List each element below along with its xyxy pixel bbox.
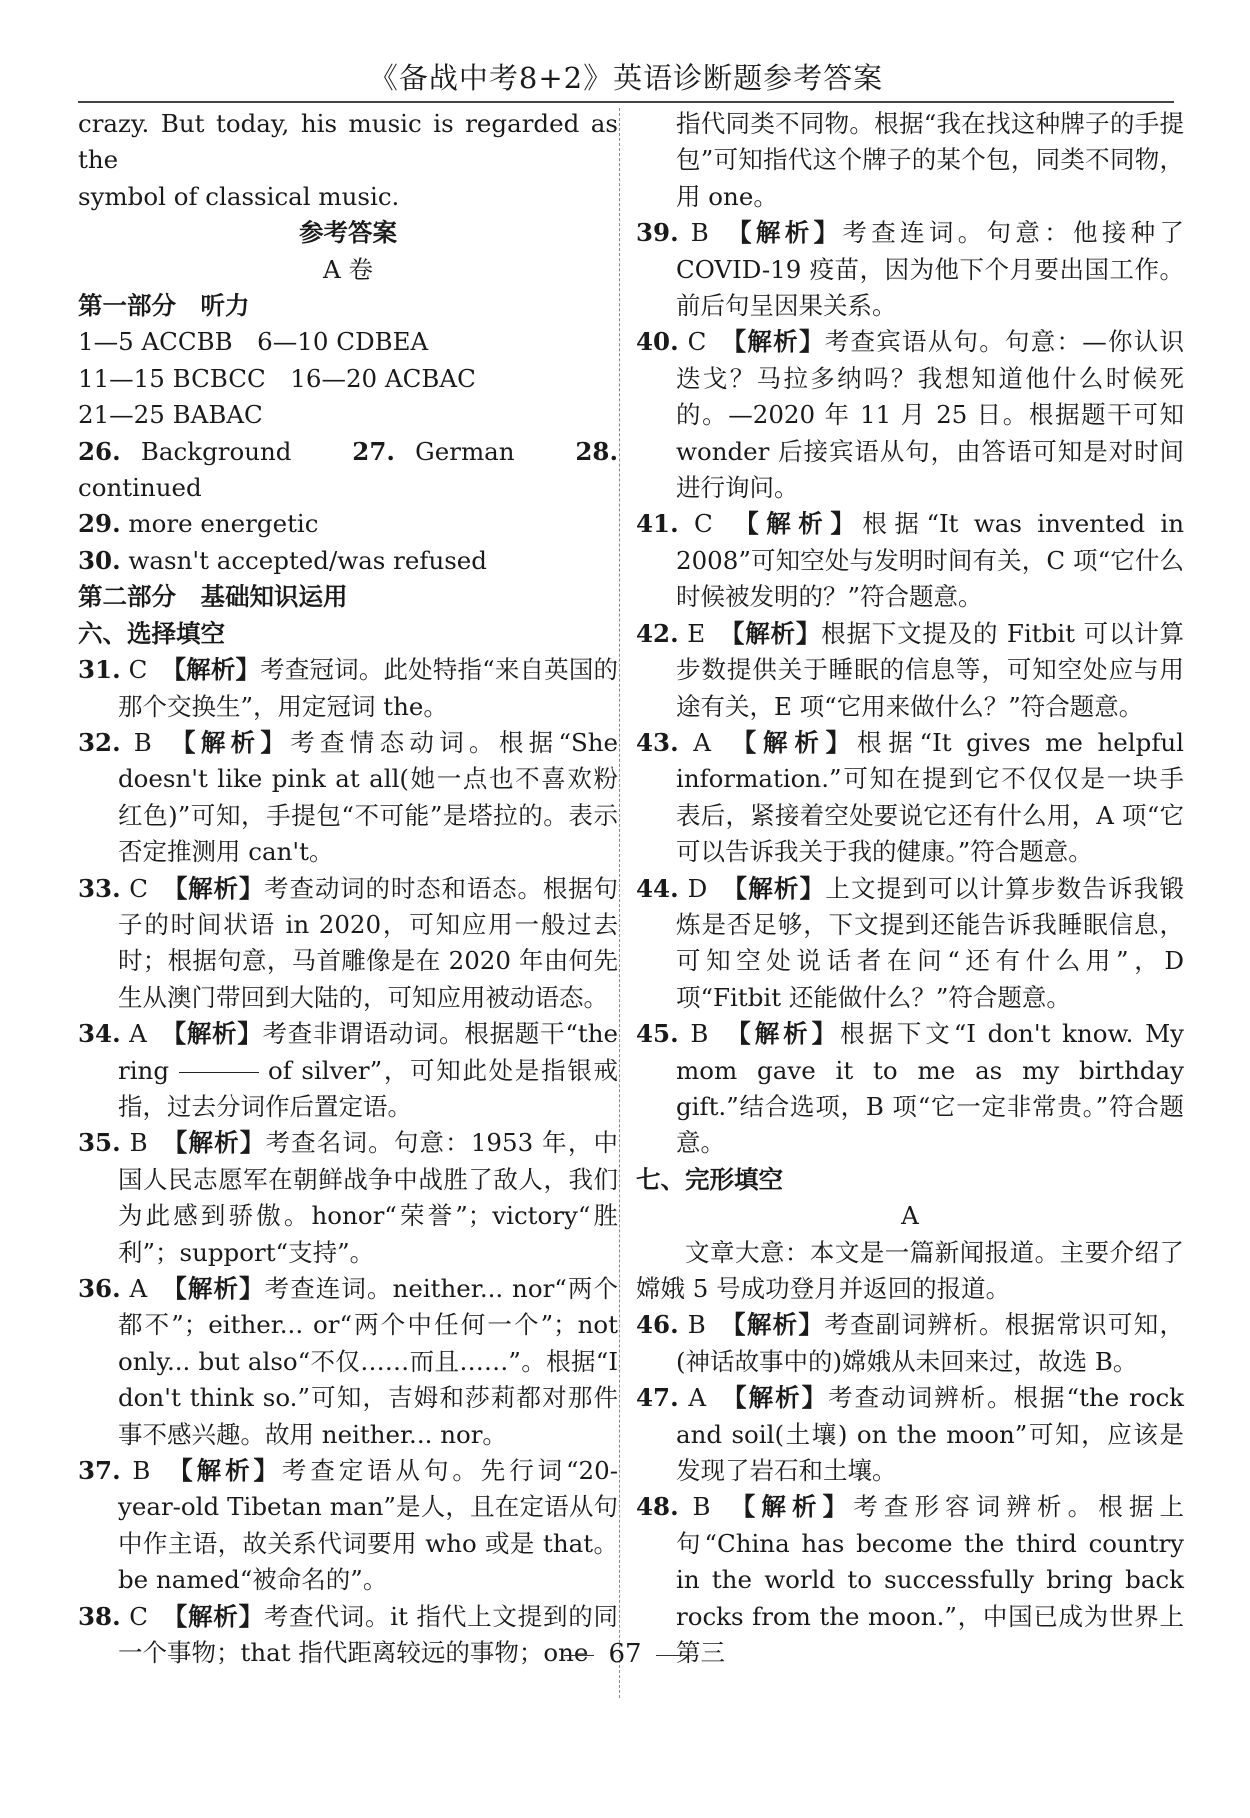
answer-line: 11—15 BCBCC 16—20 ACBAC [78,363,476,393]
item-number: 36. [78,1274,121,1303]
explanation-item [78,1016,618,1125]
item-answer: C [128,655,148,685]
answer-text: more energetic [128,509,319,539]
explanation-tag: 【解析】 [724,727,857,757]
part-heading: 第二部分 基础知识运用 [78,582,348,612]
explanation-tag: 【解析】 [720,1383,829,1413]
item-answer: B [687,1310,706,1340]
explanation-tag: 【解析】 [719,618,822,648]
item-answer: B [692,1492,711,1522]
item-number: 42. [636,618,679,648]
item-number: 43. [636,727,679,757]
explanation-text: 考查情态动词。根据“She doesn't like pink at all(她一点也不喜欢粉红色)”可知，手提包“不可能”是塔拉的。表示否定推测用 can't。 [118,727,619,867]
right-column [636,106,1184,1671]
explanation-text: 考查名词。句意：1953 年，中国人民志愿军在朝鲜战争中战胜了敌人，我们为此感到骄傲。honor“荣誉”；victory“胜利”；support“支持”。 [118,1128,618,1267]
explanation-continuation: 指代同类不同物。根据“我在找这种牌子的手提包”可知指代这个牌子的某个包，同类不同物，用 one。 [676,109,1184,211]
item-answer: C [693,509,713,539]
page-number [0,1639,1250,1669]
explanation-tag: 【解析】 [165,727,291,757]
explanation-item [636,324,1184,506]
item-number: 37. [78,1456,121,1486]
explanation-tag: 【解析】 [161,1128,266,1158]
explanation-tag: 【解析】 [720,327,825,357]
answer-text: continued [78,473,202,503]
page-number-dash [564,1655,594,1656]
explanation-text: 考查非谓语动词。根据题干“the ring [118,1019,618,1085]
page-header: 《备战中考8+2》英语诊断题参考答案 [368,61,884,95]
answer-number: 29. [78,509,121,539]
answer-text: Background [140,436,292,466]
explanation-item [78,1125,618,1271]
explanation-text: 考查定语从句。先行词“20-year-old Tibetan man”是人，且在定语从句中作主语，故关系代词要用 who 或是 that。be named“被命名的”。 [118,1456,618,1595]
explanation-tag: 【解析】 [161,1601,264,1631]
passage-label: A [901,1201,919,1231]
explanation-item [636,871,1184,1017]
item-number: 45. [636,1019,679,1049]
page-number-value: 67 [608,1639,642,1669]
item-number: 41. [636,509,679,539]
header-rule [78,101,1174,103]
item-answer: E [687,618,706,648]
explanation-tag: 【解析】 [726,509,863,539]
item-answer: B [690,1019,709,1049]
explanation-text: 考查冠词。此处特指“来自英国的那个交换生”，用定冠词 the。 [118,655,618,721]
explanation-item [78,1271,618,1453]
item-answer: C [129,1601,148,1631]
explanation-text: 考查宾语从句。句意：—你认识迭戈？马拉多纳吗？我想知道他什么时候死的。—2020 年 11 月 25 日。根据题干可知 wonder 后接宾语从句，由答语可知是对时间进行询问。 [676,327,1185,503]
explanation-text: of silver”，可知此处是指银戒指，过去分词作后置定语。 [118,1055,618,1121]
item-number: 33. [78,873,121,903]
explanation-tag: 【解析】 [722,218,843,248]
volume-title: A 卷 [323,254,373,284]
explanation-item [78,652,618,725]
item-answer: B [129,1128,148,1158]
explanation-tag: 【解析】 [161,1274,265,1303]
answer-number: 26. [78,436,121,466]
answer-text: wasn't accepted/was refused [128,545,487,575]
fill-blank [179,1071,259,1073]
intro-line: symbol of classical music. [78,181,400,211]
explanation-text: 根据“It was invented in 2008”可知空处与发明时间有关，C 项“它什么时候被发明的？”符合题意。 [676,509,1184,612]
section-title: 参考答案 [299,218,397,248]
explanation-tag: 【解析】 [724,1492,854,1522]
answer-line: 21—25 BABAC [78,400,263,430]
explanation-item [636,616,1184,725]
answer-number: 28. [575,436,618,466]
explanation-text: 考查连词。neither... nor“两个都不”；either... or“两个中任何一个”；not only... but also“不仅……而且……”。根据“I don't think so.”可知，吉姆和莎莉都对那件事不感兴趣。故用 neither... nor。 [118,1274,618,1449]
item-answer: B [690,218,709,248]
explanation-text: 根据下文提及的 Fitbit 可以计算步数提供关于睡眠的信息等，可知空处应与用途有关，E 项“它用来做什么？”符合题意。 [676,618,1184,721]
explanation-tag: 【解析】 [161,655,261,685]
explanation-text: 考查动词的时态和语态。根据句子的时间状语 in 2020，可知应用一般过去时；根据句意，马首雕像是在 2020 年由何先生从澳门带回到大陆的，可知应用被动语态。 [118,873,619,1012]
explanation-item [636,215,1184,324]
explanation-item [78,725,618,871]
explanation-tag: 【解析】 [721,873,826,903]
explanation-tag: 【解析】 [160,1019,263,1049]
answer-line [78,506,618,542]
item-answer: B [132,1456,151,1486]
left-column [78,106,618,1671]
passage-summary: 文章大意：本文是一篇新闻报道。主要介绍了嫦娥 5 号成功登月并返回的报道。 [636,1237,1184,1303]
intro-line: crazy. But today, his music is regarded as the [78,109,618,175]
explanation-tag: 【解析】 [719,1310,825,1340]
column-divider [619,108,620,1698]
item-number: 44. [636,873,679,903]
item-number: 34. [78,1019,121,1049]
item-number: 32. [78,727,121,757]
explanation-text: 根据下文“I don't know. My mom gave it to me as my birthday gift.”结合选项，B 项“它一定非常贵。”符合题意。 [676,1019,1185,1158]
item-answer: A [129,1274,148,1303]
explanation-text: 考查连词。句意：他接种了 COVID-19 疫苗，因为他下个月要出国工作。前后句呈因果关系。 [676,218,1185,321]
explanation-tag: 【解析】 [164,1456,282,1486]
item-number: 35. [78,1128,121,1158]
explanation-text: 考查形容词辨析。根据上句“China has become the third country in the world to successfully bring back rocks from the moon.”，中国已成为世界上第三 [676,1492,1185,1668]
section-heading: 七、完形填空 [636,1164,783,1194]
explanation-item [636,1307,1184,1380]
answer-number: 30. [78,545,121,575]
item-number: 46. [636,1310,679,1340]
explanation-text: 考查动词辨析。根据“the rock and soil(土壤) on the moon”可知，应该是发现了岩石和土壤。 [676,1383,1185,1486]
page-number-dash [656,1655,686,1656]
section-heading: 六、选择填空 [78,618,225,648]
item-answer: A [688,1383,707,1413]
explanation-item [636,725,1184,871]
item-answer: A [693,727,711,757]
part-heading: 第一部分 听力 [78,291,250,321]
explanation-item [636,1380,1184,1489]
item-number: 39. [636,218,679,248]
answer-text: German [415,436,515,466]
explanation-item [636,1016,1184,1162]
answer-line [78,434,618,507]
item-number: 38. [78,1601,121,1631]
item-number: 48. [636,1492,679,1522]
answer-line: 1—5 ACCBB 6—10 CDBEA [78,327,429,357]
item-answer: D [687,873,708,903]
item-number: 47. [636,1383,679,1413]
item-answer: C [129,873,148,903]
explanation-text: 考查代词。it 指代上文提到的同一个事物；that 指代距离较远的事物；one [118,1601,619,1668]
explanation-text: 上文提到可以计算步数告诉我锻炼是否足够，下文提到还能告诉我睡眠信息，可知空处说话者在问“还有什么用”，D 项“Fitbit 还能做什么？”符合题意。 [676,873,1185,1012]
explanation-item [636,506,1184,615]
explanation-item [78,871,618,1017]
item-number: 31. [78,655,121,685]
item-answer: B [133,727,152,757]
item-answer: A [129,1019,147,1049]
answer-line [78,543,618,579]
explanation-item [78,1453,618,1599]
explanation-tag: 【解析】 [722,1019,840,1049]
explanation-text: 考查副词辨析。根据常识可知，(神话故事中的)嫦娥从未回来过，故选 B。 [676,1310,1185,1376]
answer-number: 27. [352,436,395,466]
explanation-tag: 【解析】 [162,873,265,903]
explanation-text: 根据“It gives me helpful information.”可知在提到它不仅仅是一块手表后，紧接着空处要说它还有什么用，A 项“它可以告诉我关于我的健康。”符合题意。 [676,727,1184,867]
item-answer: C [687,327,707,357]
item-number: 40. [636,327,679,357]
